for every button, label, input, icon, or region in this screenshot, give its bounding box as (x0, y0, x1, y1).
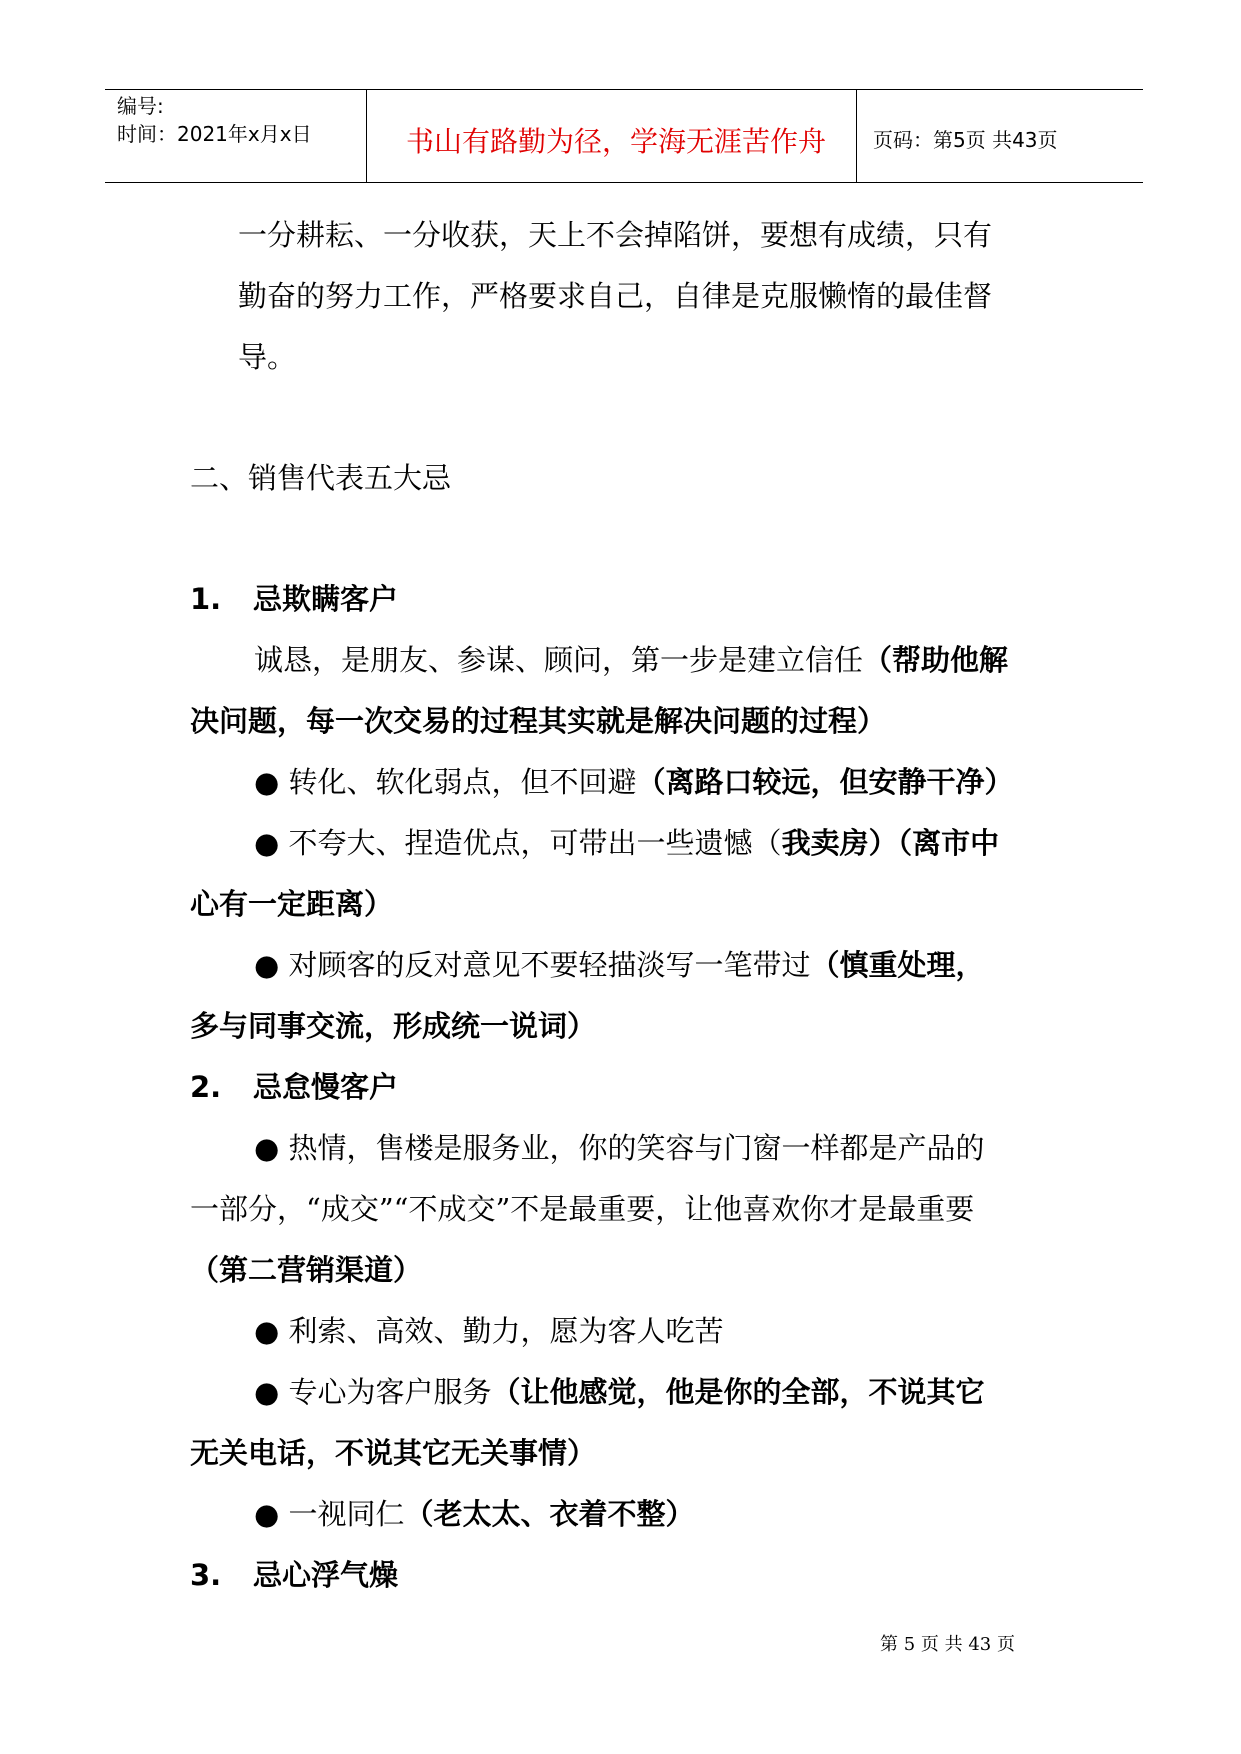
bold-text: （让他感觉，他是你的全部，不说其它 (491, 1375, 985, 1409)
document-body (190, 205, 1060, 1606)
item-title: 忌欺瞒客户 (253, 582, 399, 616)
bold-text: （老太太、衣着不整） (404, 1497, 695, 1531)
bullet-item (190, 813, 1060, 874)
intro-line: 勤奋的努力工作，严格要求自己，自律是克服懒惰的最佳督 (238, 279, 993, 313)
bullet-item (190, 752, 1060, 813)
item-heading (190, 569, 1060, 630)
bullet-item (190, 1362, 1060, 1423)
header-motto: 书山有路勤为径，学海无涯苦作舟 (405, 125, 826, 158)
plain-text: 利索、高效、勤力，愿为客人吃苦 (288, 1314, 724, 1348)
bullet-item (190, 935, 1060, 996)
item-title: 忌心浮气燥 (253, 1558, 399, 1592)
plain-text: 对顾客的反对意见不要轻描淡写一笔带过 (288, 948, 811, 982)
plain-text: 热情，售楼是服务业，你的笑容与门窗一样都是产品的 (288, 1131, 985, 1165)
bullet-item (190, 1118, 1060, 1179)
header-time-label: 时间：2021年x月x日 (117, 122, 312, 146)
paragraph (190, 630, 1060, 691)
header-divider-left (366, 90, 367, 183)
bold-text: 无关电话，不说其它无关事情） (190, 1436, 597, 1470)
item-heading (190, 1057, 1060, 1118)
bold-text: （慎重处理， (810, 948, 985, 982)
plain-text: 诚恳，是朋友、参谋、顾问，第一步是建立信任 (254, 643, 864, 677)
header-number-label: 编号: (117, 94, 164, 118)
plain-text: 专心为客户服务 (288, 1375, 492, 1409)
bullet-icon: ● (254, 765, 280, 799)
item-heading (190, 1545, 1060, 1606)
page-footer: 第 5 页 共 43 页 (880, 1634, 1015, 1655)
spacer (190, 388, 1060, 448)
bold-text: （帮助他解 (863, 643, 1009, 677)
bullet-icon: ● (254, 1314, 280, 1348)
bullet-item (190, 1301, 1060, 1362)
bold-text: 决问题，每一次交易的过程其实就是解决问题的过程） (190, 704, 887, 738)
bullet-icon: ● (254, 1131, 280, 1165)
bold-text: 心有一定距离） (190, 887, 394, 921)
item-number: 3. (190, 1558, 222, 1592)
bullet-icon: ● (254, 948, 280, 982)
bullet-item (190, 1484, 1060, 1545)
bold-text: （第二营销渠道） (190, 1253, 423, 1287)
plain-text: 转化、软化弱点，但不回避 (288, 765, 637, 799)
bullet-icon: ● (254, 1375, 280, 1409)
intro-line: 导。 (238, 340, 297, 374)
header-meta (117, 92, 312, 148)
section-title: 二、销售代表五大忌 (190, 461, 452, 495)
bold-text: 我卖房 (781, 826, 869, 860)
header-page-label: 页码：第5页 共43页 (873, 128, 1058, 152)
plain-text: 一部分，“成交”“不成交”不是最重要，让他喜欢你才是最重要 (190, 1192, 975, 1226)
item-number: 2. (190, 1070, 222, 1104)
header-bottom-rule (105, 182, 1143, 183)
intro-line: 一分耕耘、一分收获，天上不会掉陷饼，要想有成绩，只有 (238, 218, 993, 252)
bullet-icon: ● (254, 826, 280, 860)
header-top-rule (105, 89, 1143, 90)
bold-text: ）（离市中 (868, 826, 1000, 860)
plain-text: 一视同仁 (288, 1497, 405, 1531)
bold-text: 多与同事交流，形成统一说词） (190, 1009, 597, 1043)
spacer (190, 509, 1060, 569)
plain-text: （ (752, 826, 782, 860)
bold-text: （离路口较远，但安静干净） (636, 765, 1014, 799)
plain-text: 不夸大、捏造优点，可带出一些遗憾 (288, 826, 753, 860)
bullet-icon: ● (254, 1497, 280, 1531)
item-title: 忌怠慢客户 (253, 1070, 399, 1104)
item-number: 1. (190, 582, 222, 616)
